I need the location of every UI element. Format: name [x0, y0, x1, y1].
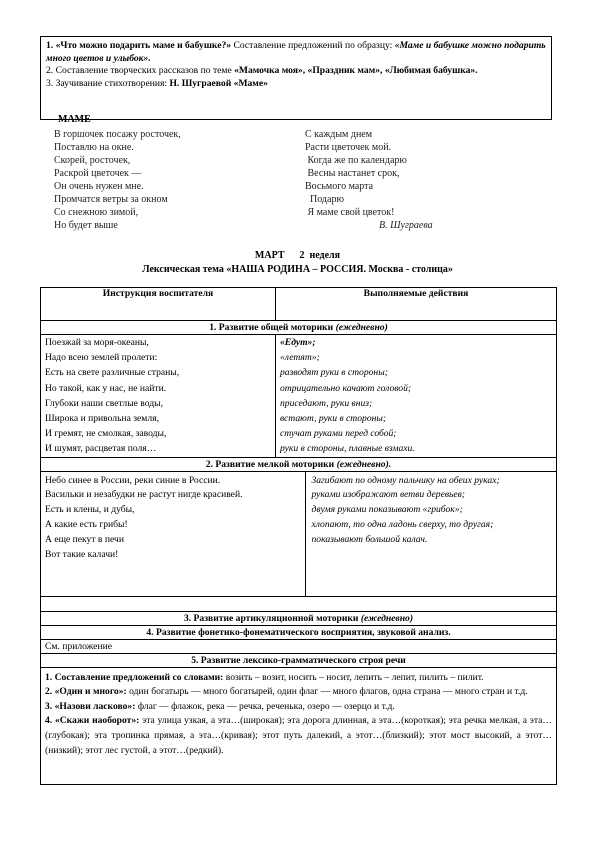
- instruction-cell: Поезжай за моря-океаны, Надо всею землей пролети: Есть на свете различные страны, Но такой, как у нас, не найти. Глубоки наши светлые воды, Широка и привольна земля, И гремят, не смолкая, заводы, И шумят, расцветая поля…: [41, 335, 276, 458]
- poem-line: С каждым днем: [305, 129, 373, 140]
- poem-line: Подарю: [305, 194, 344, 205]
- section-header: 2. Развитие мелкой моторики (ежедневно).: [41, 457, 557, 471]
- task-2: 2. Составление творческих рассказов по теме «Мамочка моя», «Праздник мам», «Любимая бабушка».: [46, 65, 478, 77]
- table-row: [41, 471, 557, 596]
- action-cell: «Едут»; «летят»; разводят руки в стороны; отрицательно качают головой; приседают, руки вниз; встают, руки в стороны; стучат руками перед собой; руки в стороны, плавные взмахи.: [276, 335, 557, 458]
- poem-line: Раскрой цветочек —: [54, 168, 142, 179]
- poem-line: Восьмого марта: [305, 181, 374, 192]
- grammar-tasks-cell: 1. Составление предложений со словами: возить – возит, носить – носит, лепить – лепит, пилить – пилит. 2. «Один и много»: один богатырь — много богатырей, один флаг — много флагов, одна страна — много стран и т.д. 3. «Назови ласково»: флаг — флажок, река — речка, реченька, озеро — озерцо и т.д. 4. «Скажи наоборот»: эта улица узкая, а эта…(широкая); эта дорога длинная, а эта…(короткая); эта речка мелкая, а эта…(глубокая); эта тропинка прямая, а эта…(кривая); этот путь далекий, а этот…(близкий); этот мост высокий, а этот…(низкий); этот лес густой, а этот…(редкий).: [41, 667, 557, 785]
- action-cell: Загибают по одному пальчику на обеих руках; руками изображают ветви деревьев; двумя руками показывают «грибок»; хлопают, то одна ладонь сверху, то другая; показывают большой калач.: [311, 474, 500, 545]
- poem-column-1: [54, 128, 181, 232]
- poem-line: Поставлю на окне.: [54, 142, 134, 153]
- section-header: 3. Развитие артикуляционной моторики (ежедневно): [41, 611, 557, 625]
- poem-line: Я маме свой цветок!: [305, 207, 395, 218]
- table-row: [41, 335, 557, 458]
- poem-line: Скорей, росточек,: [54, 155, 131, 166]
- section-header: 4. Развитие фонетико-фонематического восприятия, звуковой анализ.: [41, 625, 557, 639]
- column-header: Выполняемые действия: [276, 288, 557, 321]
- poem-line: Но будет выше: [54, 220, 118, 231]
- column-header: Инструкция воспитателя: [41, 288, 276, 321]
- poem-line: Расти цветочек мой.: [305, 142, 392, 153]
- poem-column-2: [305, 128, 433, 232]
- table-row: См. приложение: [41, 639, 557, 653]
- poem-title: МАМЕ: [58, 114, 91, 125]
- section-header: 1. Развитие общей моторики (ежедневно): [41, 321, 557, 335]
- poem-line: Когда же по календарю: [305, 155, 407, 166]
- table-row: [41, 667, 557, 785]
- poem-line: В горшочек посажу росточек,: [54, 129, 181, 140]
- table-header-row: [41, 288, 557, 321]
- instruction-cell: Небо синее в России, реки синие в России. Васильки и незабудки не растут нигде красивей. Есть и клены, и дубы, А какие есть грибы! А еще пекут в печи Вот такие калачи!: [41, 472, 305, 596]
- activity-table: [40, 287, 557, 785]
- section-header: 5. Развитие лексико-грамматического строя речи: [41, 653, 557, 667]
- poem-line: Весны настанет срок,: [305, 168, 400, 179]
- lexical-theme: Лексическая тема «НАША РОДИНА – РОССИЯ. Москва - столица»: [142, 264, 453, 275]
- tasks-box: [40, 36, 552, 120]
- task-1: 1. «Что можно подарить маме и бабушке?» Составление предложений по образцу: «Маме и бабушке можно подарить много цветов и улыбок».: [46, 40, 546, 64]
- poem-author: В. Шуграева: [379, 220, 433, 231]
- poem-line: Промчатся ветры за окном: [54, 194, 168, 205]
- poem-line: Он очень нужен мне.: [54, 181, 144, 192]
- task-3: 3. Заучивание стихотворения: Н. Шуграевой «Маме»: [46, 77, 268, 89]
- poem-line: Со снежною зимой,: [54, 207, 139, 218]
- table-row: [41, 596, 557, 611]
- month-week-line: МАРТ 2 неделя: [254, 250, 341, 261]
